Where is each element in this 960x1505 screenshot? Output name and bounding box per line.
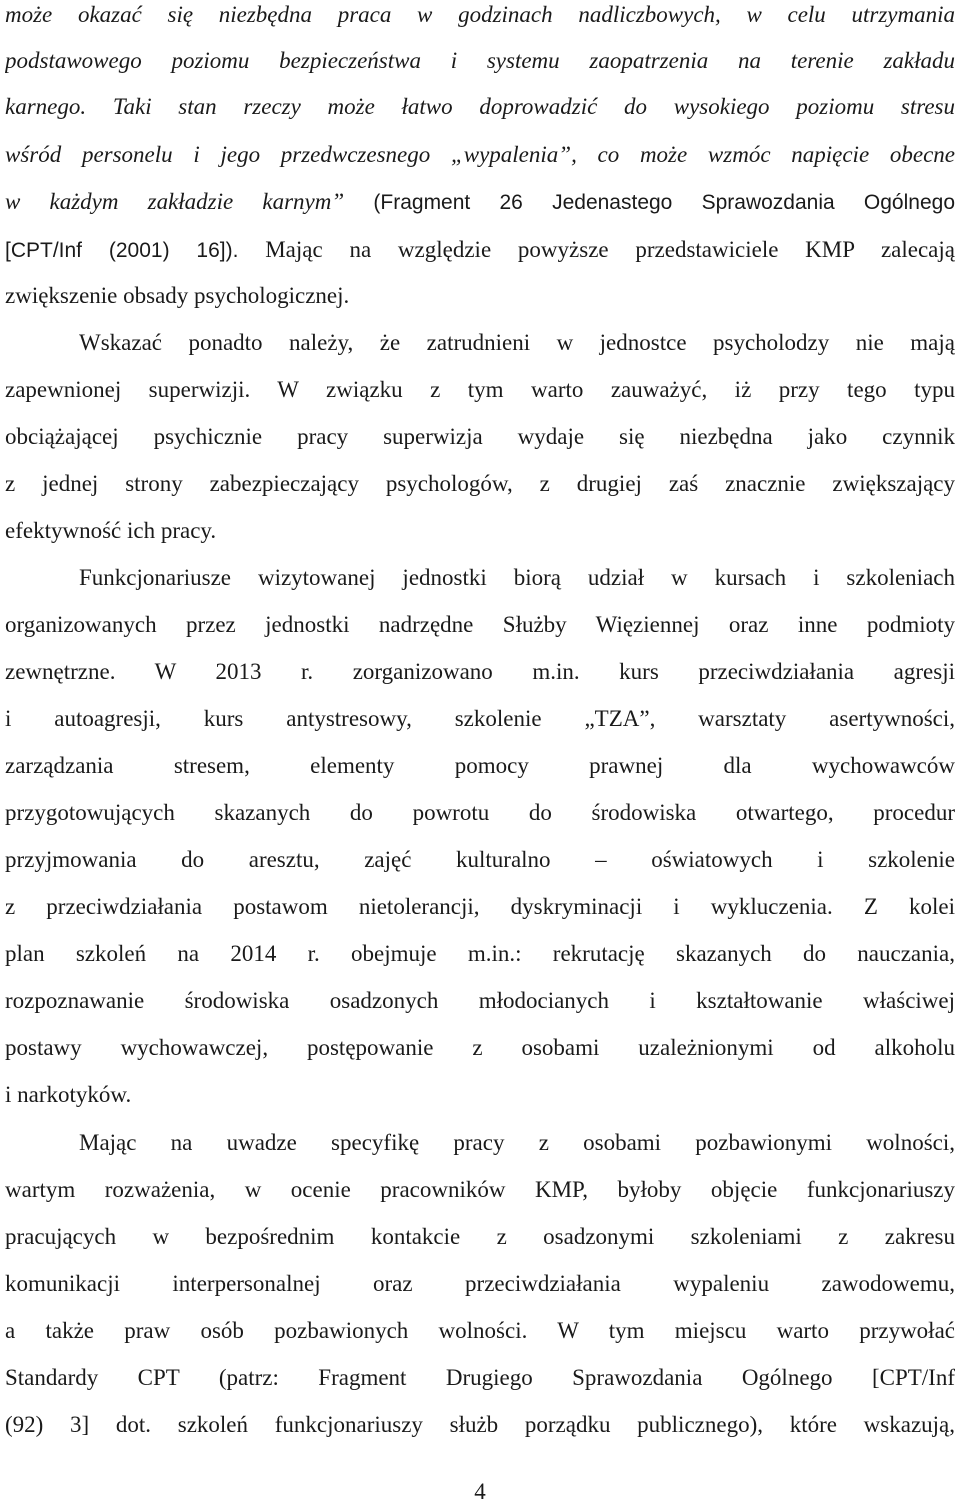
text-line: efektywność ich pracy. (5, 518, 217, 543)
text-line: zapewnionej superwizji. W związku z tym warto zauważyć, iż przy tego typu (5, 377, 955, 402)
text-line: (92) 3] dot. szkoleń funkcjonariuszy służb porządku publicznego), które wskazują, (5, 1412, 955, 1437)
text-fragment: Mając na względzie powyższe przedstawiciele KMP zalecają (238, 237, 955, 262)
text-line: może okazać się niezbędna praca w godzinach nadliczbowych, w celu utrzymania (5, 2, 955, 27)
text-line: podstawowego poziomu bezpieczeństwa i systemu zaopatrzenia na terenie zakładu (5, 48, 955, 73)
text-line-mixed (5, 187, 955, 217)
text-line-mixed (5, 235, 955, 265)
text-line: wartym rozważenia, w ocenie pracowników KMP, byłoby objęcie funkcjonariuszy (5, 1177, 955, 1202)
text-line: zwiększenie obsady psychologicznej. (5, 283, 350, 308)
text-line: Mając na uwadze specyfikę pracy z osobami pozbawionymi wolności, (79, 1130, 955, 1155)
text-line: obciążającej psychicznie pracy superwizja wydaje się niezbędna jako czynnik (5, 424, 955, 449)
text-line: z jednej strony zabezpieczający psychologów, z drugiej zaś znacznie zwiększający (5, 471, 955, 496)
page-number: 4 (474, 1479, 486, 1504)
citation-fragment: [CPT/Inf (2001) 16]). (5, 239, 239, 262)
text-line: plan szkoleń na 2014 r. obejmuje m.in.: rekrutację skazanych do nauczania, (5, 941, 955, 966)
text-line: zarządzania stresem, elementy pomocy prawnej dla wychowawców (5, 753, 955, 778)
text-line: przyjmowania do aresztu, zajęć kulturalno – oświatowych i szkolenie (5, 847, 955, 872)
text-line: zewnętrzne. W 2013 r. zorganizowano m.in. kurs przeciwdziałania agresji (5, 659, 955, 684)
text-line: przygotowujących skazanych do powrotu do środowiska otwartego, procedur (5, 800, 955, 825)
text-line: z przeciwdziałania postawom nietolerancji, dyskryminacji i wykluczenia. Z kolei (5, 894, 955, 919)
text-line: postawy wychowawczej, postępowanie z osobami uzależnionymi od alkoholu (5, 1035, 955, 1060)
text-line: Wskazać ponadto należy, że zatrudnieni w jednostce psycholodzy nie mają (79, 330, 955, 355)
citation-fragment: (Fragment 26 Jedenastego Sprawozdania Ogólnego (344, 191, 955, 214)
quote-fragment: w każdym zakładzie karnym” (5, 189, 345, 214)
text-line: wśród personelu i jego przedwczesnego „wypalenia”, co może wzmóc napięcie obecne (5, 142, 955, 167)
text-line: komunikacji interpersonalnej oraz przeciwdziałania wypaleniu zawodowemu, (5, 1271, 955, 1296)
text-line: Funkcjonariusze wizytowanej jednostki biorą udział w kursach i szkoleniach (79, 565, 955, 590)
text-line: organizowanych przez jednostki nadrzędne Służby Więziennej oraz inne podmioty (5, 612, 955, 637)
text-line: i autoagresji, kurs antystresowy, szkolenie „TZA”, warsztaty asertywności, (5, 706, 955, 731)
text-line: pracujących w bezpośrednim kontakcie z osadzonymi szkoleniami z zakresu (5, 1224, 955, 1249)
text-line: a także praw osób pozbawionych wolności. W tym miejscu warto przywołać (5, 1318, 955, 1343)
text-line: Standardy CPT (patrz: Fragment Drugiego Sprawozdania Ogólnego [CPT/Inf (5, 1365, 955, 1390)
text-line: rozpoznawanie środowiska osadzonych młodocianych i kształtowanie właściwej (5, 988, 955, 1013)
text-line: i narkotyków. (5, 1082, 132, 1107)
text-line: karnego. Taki stan rzeczy może łatwo doprowadzić do wysokiego poziomu stresu (5, 94, 955, 119)
